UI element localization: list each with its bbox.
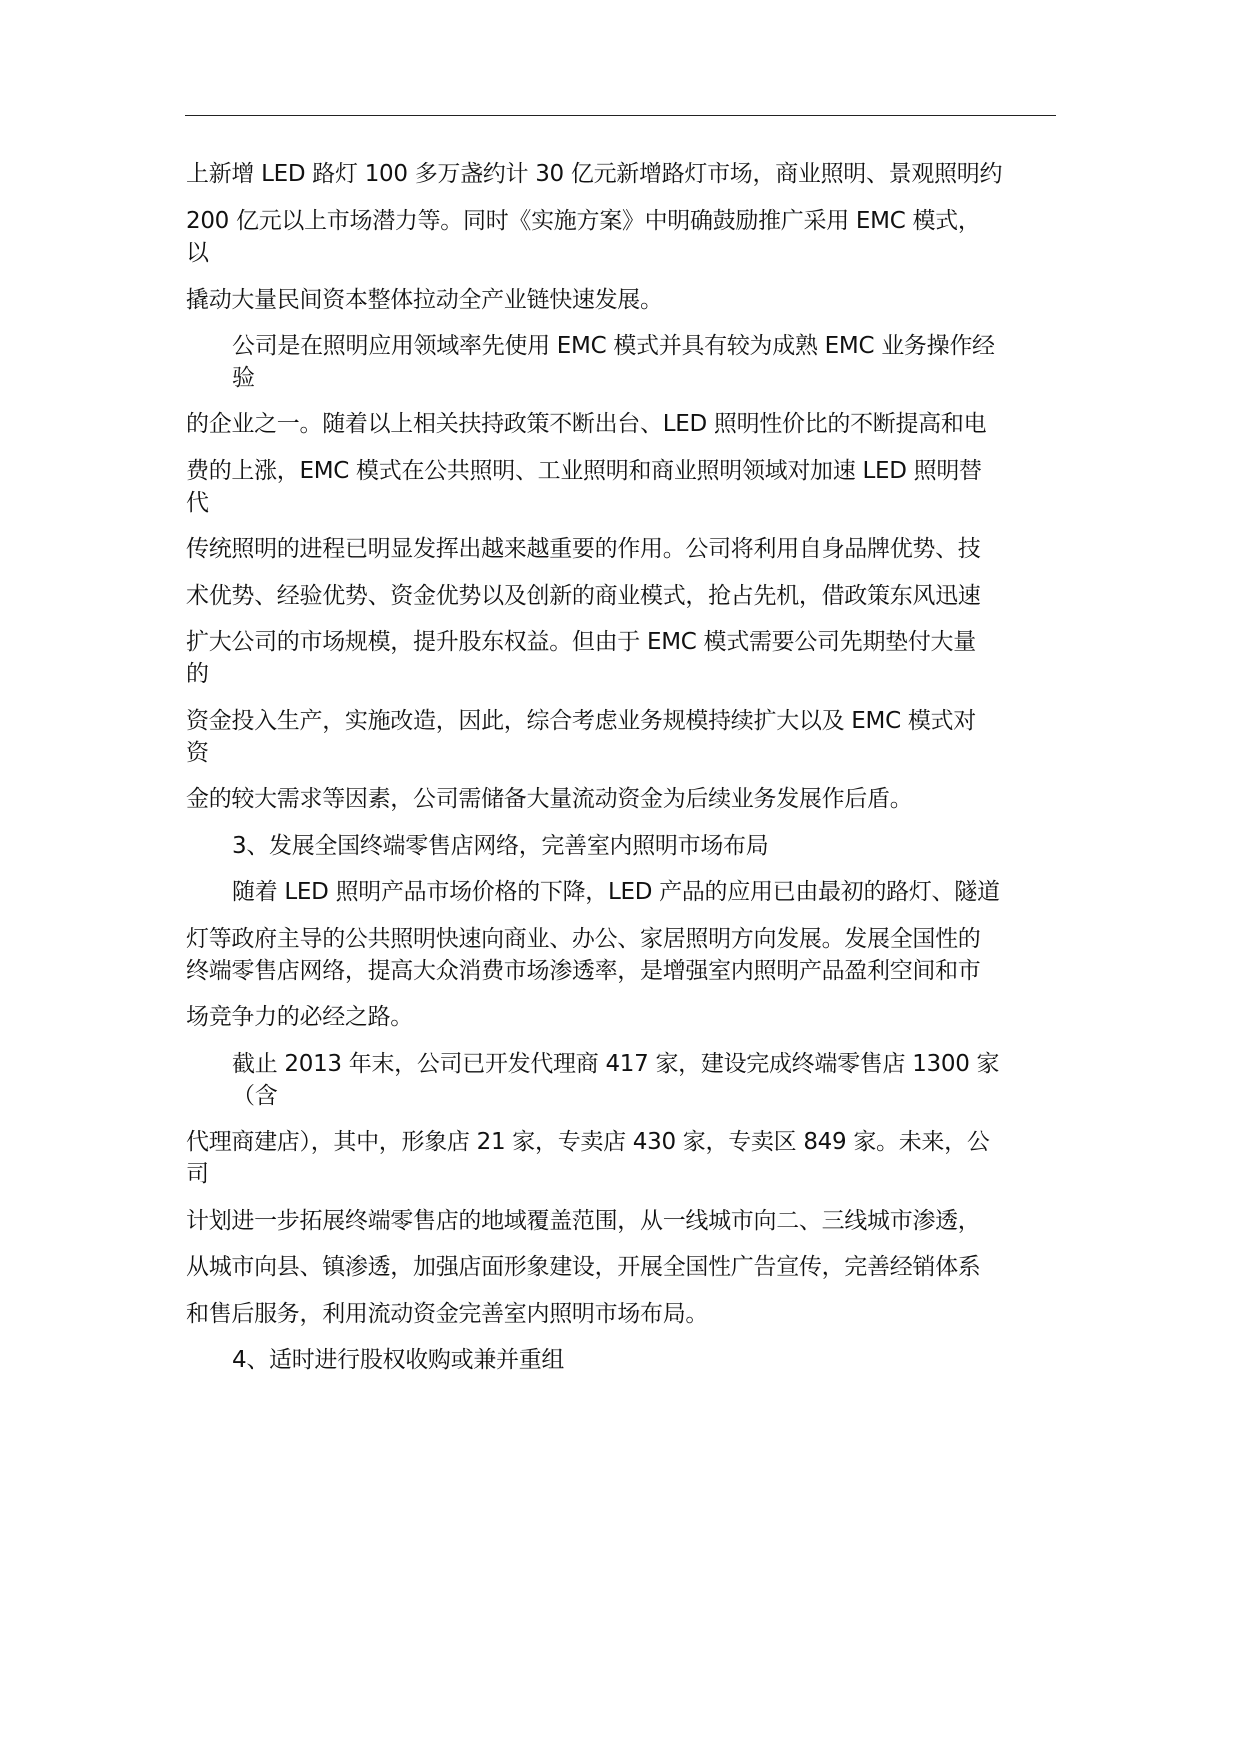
text-line: 代 [186,490,209,516]
paragraph-start: 随着 LED 照明产品市场价格的下降，LED 产品的应用已由最初的路灯、隧道 [232,879,1000,905]
paragraph-start: 截止 2013 年末，公司已开发代理商 417 家，建设完成终端零售店 1300 家 [232,1051,1000,1077]
text-line: 费的上涨，EMC 模式在公共照明、工业照明和商业照明领域对加速 LED 照明替 [186,458,982,484]
section-heading-4: 4、适时进行股权收购或兼并重组 [232,1347,565,1373]
section-heading-3: 3、发展全国终端零售店网络，完善室内照明市场布局 [232,833,769,859]
text-line: 的 [186,661,209,687]
text-line: 终端零售店网络，提高大众消费市场渗透率，是增强室内照明产品盈利空间和市 [186,958,981,984]
text-line: 以 [186,240,209,266]
text-line: 的企业之一。随着以上相关扶持政策不断出台、LED 照明性价比的不断提高和电 [186,411,987,437]
text-line: 200 亿元以上市场潜力等。同时《实施方案》中明确鼓励推广采用 EMC 模式， [186,208,981,234]
text-line: 上新增 LED 路灯 100 多万盏约计 30 亿元新增路灯市场，商业照明、景观照明约 [186,161,1003,187]
text-line: 灯等政府主导的公共照明快速向商业、办公、家居照明方向发展。发展全国性的 [186,926,981,952]
text-line: 传统照明的进程已明显发挥出越来越重要的作用。公司将利用自身品牌优势、技 [186,536,981,562]
text-line: 司 [186,1161,209,1187]
text-line: 计划进一步拓展终端零售店的地域覆盖范围，从一线城市向二、三线城市渗透， [186,1208,981,1234]
text-line: 场竞争力的必经之路。 [186,1004,414,1030]
text-line: 资 [186,740,209,766]
text-line: 验 [232,365,255,391]
text-line: 从城市向县、镇渗透，加强店面形象建设，开展全国性广告宣传，完善经销体系 [186,1254,981,1280]
text-line: 和售后服务，利用流动资金完善室内照明市场布局。 [186,1301,709,1327]
paragraph-start: 公司是在照明应用领域率先使用 EMC 模式并具有较为成熟 EMC 业务操作经 [232,333,995,359]
text-line: 撬动大量民间资本整体拉动全产业链快速发展。 [186,287,663,313]
header-rule [185,115,1056,116]
text-line: 扩大公司的市场规模，提升股东权益。但由于 EMC 模式需要公司先期垫付大量 [186,629,976,655]
text-line: （含 [232,1083,278,1109]
text-line: 术优势、经验优势、资金优势以及创新的商业模式，抢占先机，借政策东风迅速 [186,583,981,609]
text-line: 金的较大需求等因素，公司需储备大量流动资金为后续业务发展作后盾。 [186,786,913,812]
text-line: 资金投入生产，实施改造，因此，综合考虑业务规模持续扩大以及 EMC 模式对 [186,708,976,734]
text-line: 代理商建店），其中，形象店 21 家，专卖店 430 家，专卖区 849 家。未来，公 [186,1129,990,1155]
